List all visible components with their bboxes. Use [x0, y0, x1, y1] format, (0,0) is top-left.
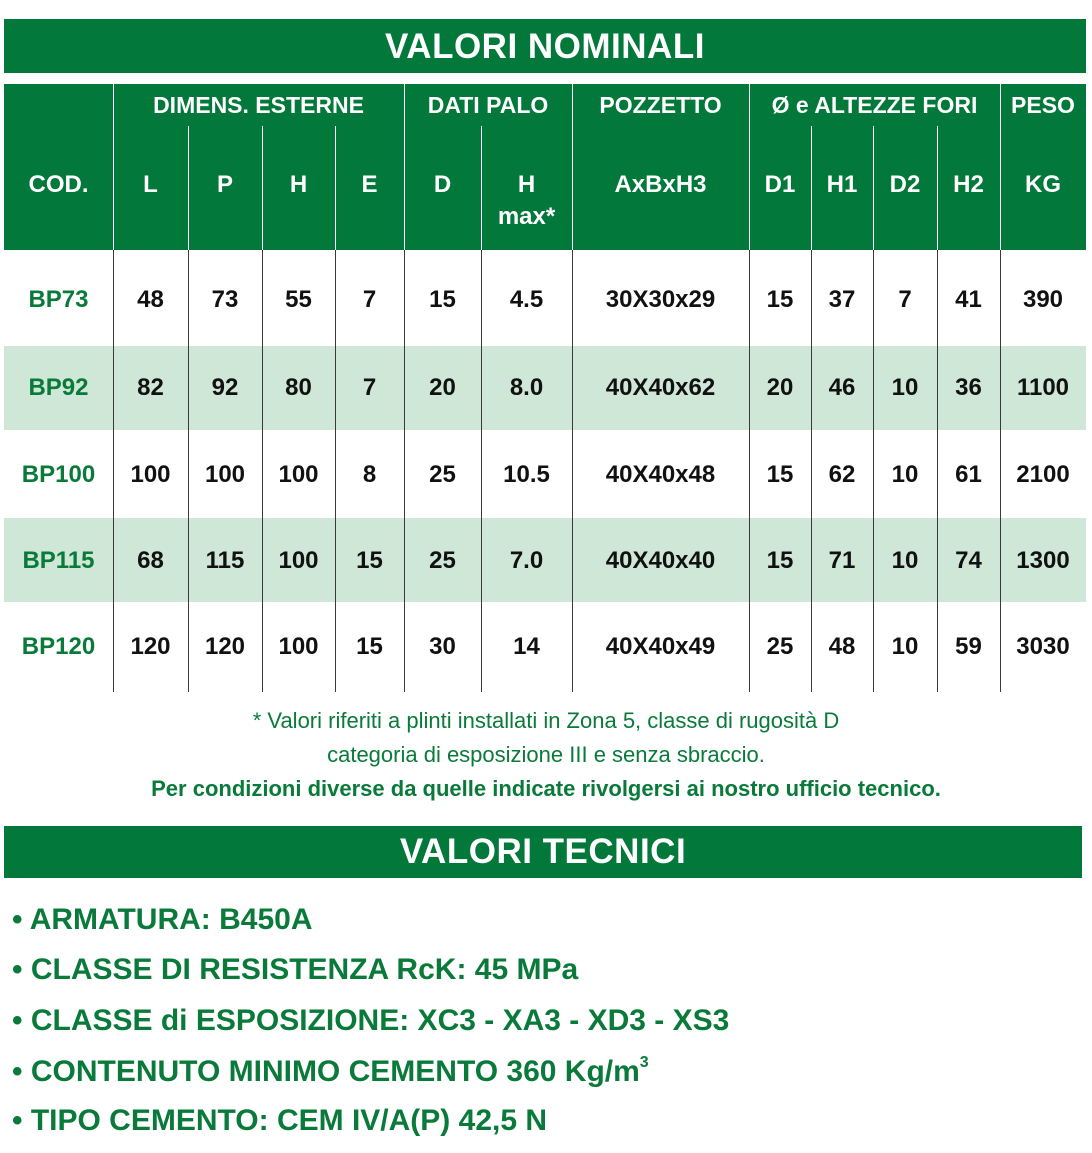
tech-esposizione: • CLASSE di ESPOSIZIONE: XC3 - XA3 - XD3 - XS3	[12, 1004, 730, 1037]
header-d2: D2	[889, 171, 921, 198]
cell-h2: 61	[955, 461, 982, 488]
cell-cod: BP92	[28, 374, 89, 401]
cell-pozzetto: 30X30x29	[605, 286, 716, 313]
cell-h: 100	[278, 633, 319, 660]
header-d1: D1	[764, 171, 796, 198]
cell-e: 15	[356, 633, 383, 660]
header-h: H	[289, 171, 308, 198]
cell-cod: BP73	[28, 286, 89, 313]
cell-d1: 15	[766, 286, 794, 313]
note-line-1: * Valori riferiti a plinti installati in Zona 5, classe di rugosità D	[252, 708, 840, 733]
title-valori-tecnici: VALORI TECNICI	[4, 826, 1082, 878]
header-group-palo: DATI PALO	[427, 92, 549, 118]
cell-d2: 10	[891, 547, 919, 574]
note-line-3: Per condizioni diverse da quelle indicate rivolgersi ai nostro ufficio tecnico.	[151, 776, 941, 801]
cell-p: 115	[205, 547, 245, 574]
header-group-fori: Ø e ALTEZZE FORI	[771, 92, 978, 118]
cell-hmax: 4.5	[509, 286, 544, 313]
note-line-2: categoria di esposizione III e senza sbraccio.	[327, 742, 765, 767]
cell-d2: 7	[898, 286, 912, 313]
cell-l: 48	[137, 286, 164, 313]
cell-d1: 20	[766, 374, 794, 401]
cell-h: 100	[278, 461, 319, 488]
header-hmax-line1: H	[517, 171, 536, 198]
cell-h1: 48	[828, 633, 856, 660]
header-e: E	[361, 171, 378, 198]
header-cod: COD.	[28, 171, 89, 198]
cell-h1: 62	[828, 461, 856, 488]
tech-resistenza: • CLASSE DI RESISTENZA RcK: 45 MPa	[12, 953, 579, 986]
cell-peso: 390	[1022, 286, 1064, 313]
cell-peso: 1300	[1016, 547, 1070, 574]
cell-d: 25	[429, 547, 456, 574]
cell-d2: 10	[891, 633, 919, 660]
cell-e: 15	[356, 547, 383, 574]
cell-pozzetto: 40X40x49	[605, 633, 716, 660]
header-group-peso: PESO	[1011, 92, 1075, 118]
cell-cod: BP120	[21, 633, 96, 660]
cell-p: 120	[204, 633, 246, 660]
cell-e: 8	[362, 461, 377, 488]
tech-cemento-text: • CONTENUTO MINIMO CEMENTO 360 Kg/m	[12, 1055, 640, 1088]
tech-cemento	[12, 1054, 649, 1089]
tech-armatura: • ARMATURA: B450A	[12, 903, 313, 936]
cell-h: 100	[278, 547, 319, 574]
title-valori-nominali: VALORI NOMINALI	[4, 19, 1086, 73]
header-h2: H2	[953, 171, 984, 198]
header-p: P	[216, 171, 233, 198]
cell-d: 15	[429, 286, 456, 313]
cell-p: 73	[211, 286, 239, 313]
cell-l: 68	[137, 547, 164, 574]
cell-hmax: 10.5	[503, 461, 550, 488]
header-group-dimens: DIMENS. ESTERNE	[153, 92, 364, 118]
cell-h2: 41	[955, 286, 982, 313]
cell-p: 100	[204, 461, 246, 488]
cell-h1: 46	[828, 374, 856, 401]
cell-d: 30	[429, 633, 456, 660]
cell-h: 55	[285, 286, 312, 313]
cell-l: 100	[130, 461, 171, 488]
cell-e: 7	[362, 374, 377, 401]
cell-peso: 2100	[1016, 461, 1070, 488]
cell-hmax: 7.0	[509, 547, 544, 574]
cell-h: 80	[285, 374, 312, 401]
cell-pozzetto: 40X40x62	[605, 374, 716, 401]
header-h1: H1	[826, 171, 858, 198]
cell-h2: 36	[955, 374, 982, 401]
cell-d1: 25	[766, 633, 794, 660]
header-d: D	[433, 171, 452, 198]
cell-d: 25	[429, 461, 456, 488]
cell-l: 120	[130, 633, 171, 660]
cell-cod: BP100	[21, 461, 96, 488]
cell-e: 7	[362, 286, 377, 313]
cell-h2: 59	[955, 633, 982, 660]
header-group-pozzetto: POZZETTO	[599, 92, 722, 118]
cell-d2: 10	[891, 461, 919, 488]
header-hmax-line2: max*	[497, 203, 556, 230]
header-axbxh3: AxBxH3	[614, 171, 707, 198]
cell-h1: 37	[828, 286, 856, 313]
cell-d: 20	[429, 374, 456, 401]
cell-h2: 74	[955, 547, 982, 574]
cell-pozzetto: 40X40x48	[605, 461, 716, 488]
cell-peso: 1100	[1016, 374, 1070, 401]
cell-hmax: 8.0	[509, 374, 544, 401]
cell-d1: 15	[766, 461, 794, 488]
cell-p: 92	[211, 374, 239, 401]
cell-d2: 10	[891, 374, 919, 401]
tech-cemento-exponent: 3	[639, 1054, 649, 1071]
cell-l: 82	[137, 374, 164, 401]
header-kg: KG	[1025, 171, 1061, 198]
cell-cod: BP115	[22, 547, 95, 574]
cell-pozzetto: 40X40x40	[605, 547, 716, 574]
header-l: L	[143, 171, 158, 198]
cell-h1: 71	[828, 547, 856, 574]
tech-tipo-cemento: • TIPO CEMENTO: CEM IV/A(P) 42,5 N	[12, 1104, 548, 1137]
cell-hmax: 14	[513, 633, 540, 660]
cell-peso: 3030	[1016, 633, 1070, 660]
cell-d1: 15	[766, 547, 794, 574]
